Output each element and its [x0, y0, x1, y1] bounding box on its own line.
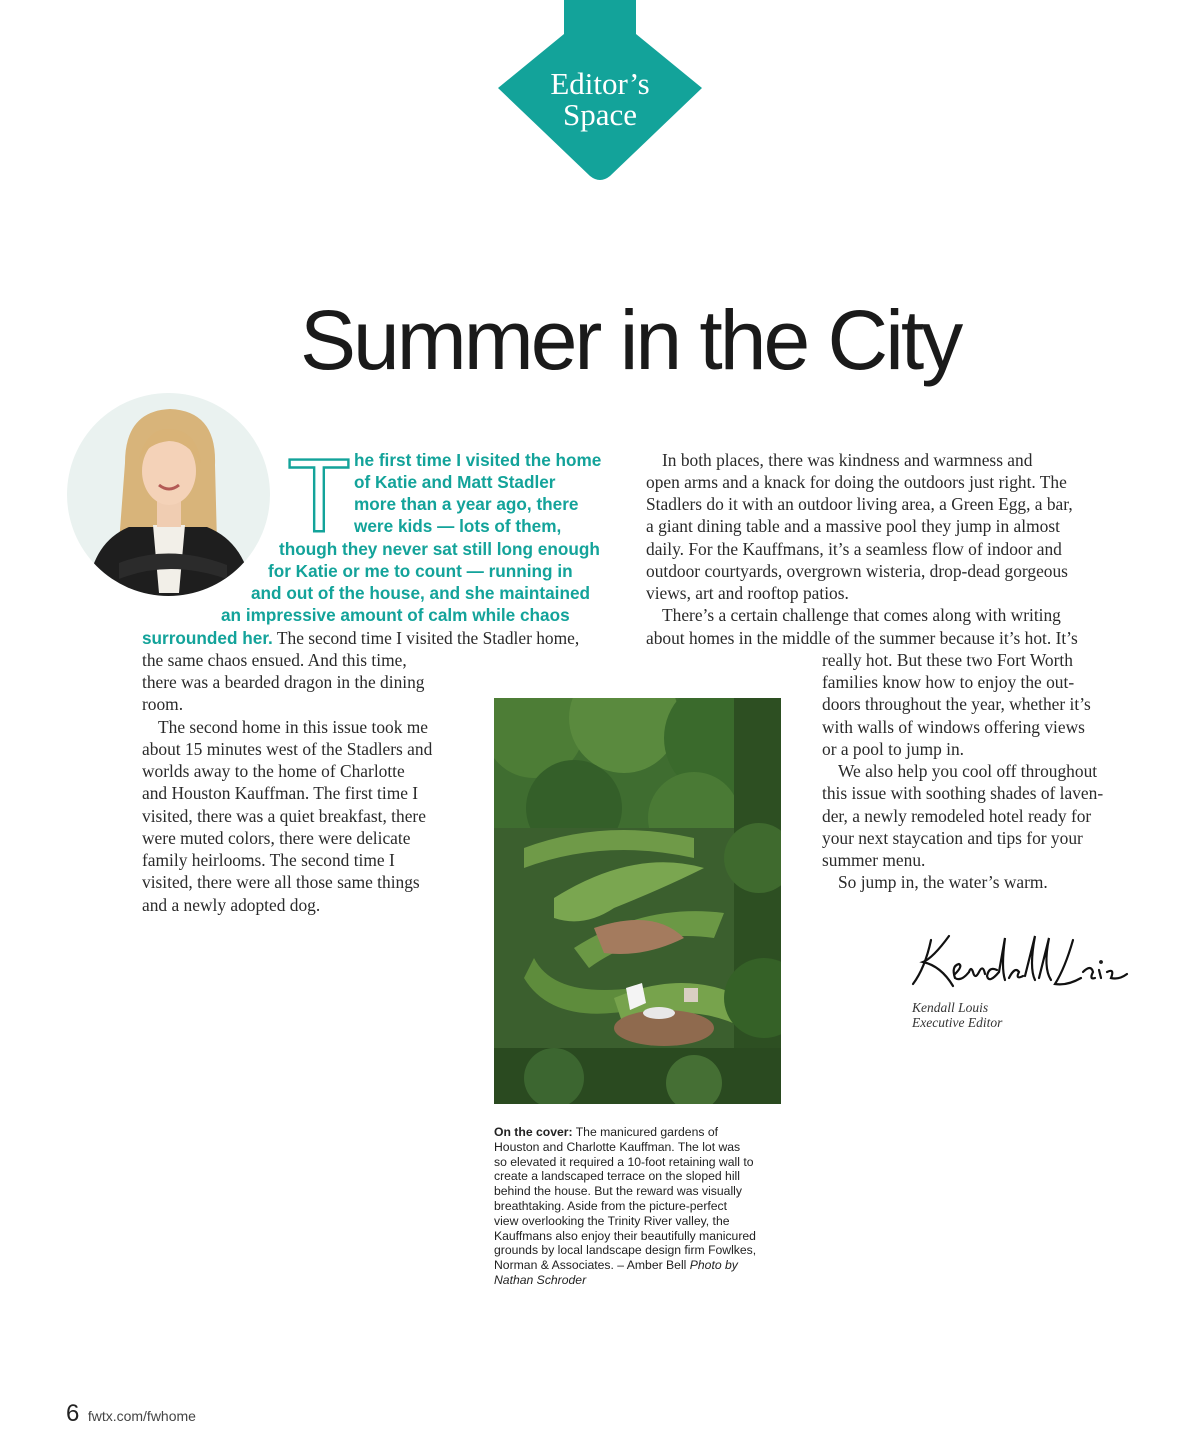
drop-cap [284, 449, 354, 535]
intro-line: and out of the house, and she maintained [251, 583, 590, 603]
caption-line: breathtaking. Aside from the picture-perfect [494, 1198, 728, 1213]
caption-label: On the cover: [494, 1125, 573, 1139]
body-line: the same chaos ensued. And this time, [142, 650, 407, 670]
caption-line: so elevated it required a 10-foot retaining wall to [494, 1154, 754, 1169]
caption-line: create a landscaped terrace on the sloped hill [494, 1169, 740, 1184]
cover-caption [494, 1125, 784, 1288]
body-line: open arms and a knack for doing the outdoors just right. The [646, 472, 1067, 492]
body-line: and Houston Kauffman. The first time I [142, 783, 419, 803]
body-line: In both places, there was kindness and warmness and [662, 450, 1033, 470]
section-label-line2: Space [562, 97, 638, 132]
body-line: The second time I visited the Stadler home, [272, 628, 580, 648]
signature-role: Executive Editor [912, 1015, 1003, 1030]
body-line: really hot. But these two Fort Worth [822, 650, 1073, 670]
body-line: about homes in the middle of the summer because it’s hot. It’s [646, 628, 1078, 648]
body-line: with walls of windows offering views [822, 717, 1085, 737]
section-label-line1: Editor’s [550, 66, 650, 101]
intro-line: he first time I visited the home [354, 450, 602, 470]
body-line: So jump in, the water’s warm. [838, 872, 1048, 892]
caption-line: view overlooking the Trinity River valley, the [494, 1213, 730, 1228]
caption-line: The manicured gardens of [572, 1125, 718, 1139]
caption-line: Houston and Charlotte Kauffman. The lot was [494, 1139, 741, 1154]
body-line: this issue with soothing shades of laven- [822, 783, 1104, 803]
body-line: summer menu. [822, 850, 926, 870]
section-label [498, 68, 702, 130]
caption-line: behind the house. But the reward was visually [494, 1184, 742, 1199]
svg-text:T: T [287, 449, 351, 535]
body-line: There’s a certain challenge that comes along with writing [662, 605, 1061, 625]
body-line: room. [142, 694, 184, 714]
body-line: outdoor courtyards, overgrown wisteria, drop-dead gorgeous [646, 561, 1068, 581]
page-title: Summer in the City [300, 293, 961, 387]
body-line: worlds away to the home of Charlotte [142, 761, 405, 781]
caption-line: grounds by local landscape design firm Fowlkes, [494, 1243, 757, 1258]
body-line: families know how to enjoy the out- [822, 672, 1075, 692]
body-line: were muted colors, there were delicate [142, 828, 411, 848]
intro-line: an impressive amount of calm while chaos [221, 605, 570, 625]
intro-line: more than a year ago, there [354, 494, 579, 514]
body-line: We also help you cool off throughout [838, 761, 1098, 781]
body-line: there was a bearded dragon in the dining [142, 672, 425, 692]
editor-portrait [67, 393, 270, 596]
body-line: Stadlers do it with an outdoor living area, a Green Egg, a bar, [646, 494, 1073, 514]
photo-credit: Photo by [689, 1258, 738, 1273]
signature-name: Kendall Louis [912, 1000, 989, 1015]
caption-line: Norman & Associates. – Amber Bell [494, 1258, 690, 1273]
intro-line: surrounded her. [142, 628, 273, 648]
body-line: visited, there was a quiet breakfast, there [142, 806, 426, 826]
intro-last-line [142, 627, 579, 649]
editor-signature [905, 928, 1135, 998]
cover-garden-photo [494, 698, 781, 1104]
caption-line: Kauffmans also enjoy their beautifully manicured [494, 1228, 756, 1243]
intro-line: of Katie and Matt Stadler [354, 472, 556, 492]
intro-line: for Katie or me to count — running in [268, 561, 573, 581]
body-line: views, art and rooftop patios. [646, 583, 849, 603]
body-line: The second home in this issue took me [158, 717, 428, 737]
intro-line: though they never sat still long enough [279, 539, 600, 559]
footer-url: fwtx.com/fwhome [87, 1408, 196, 1424]
body-line: and a newly adopted dog. [142, 895, 321, 915]
intro-line: were kids — lots of them, [354, 516, 562, 536]
body-line: a giant dining table and a massive pool they jump in almost [646, 516, 1060, 536]
body-line: daily. For the Kauffmans, it’s a seamless flow of indoor and [646, 539, 1062, 559]
body-line: visited, there were all those same things [142, 872, 420, 892]
body-line: your next staycation and tips for your [822, 828, 1083, 848]
page-footer [66, 1400, 196, 1428]
body-line: der, a newly remodeled hotel ready for [822, 806, 1092, 826]
body-line: or a pool to jump in. [822, 739, 965, 759]
body-line: doors throughout the year, whether it’s [822, 694, 1091, 714]
photo-credit-name: Nathan Schroder [494, 1272, 587, 1287]
body-line: family heirlooms. The second time I [142, 850, 395, 870]
body-line: about 15 minutes west of the Stadlers and [142, 739, 433, 759]
page-number: 6 [66, 1400, 80, 1427]
